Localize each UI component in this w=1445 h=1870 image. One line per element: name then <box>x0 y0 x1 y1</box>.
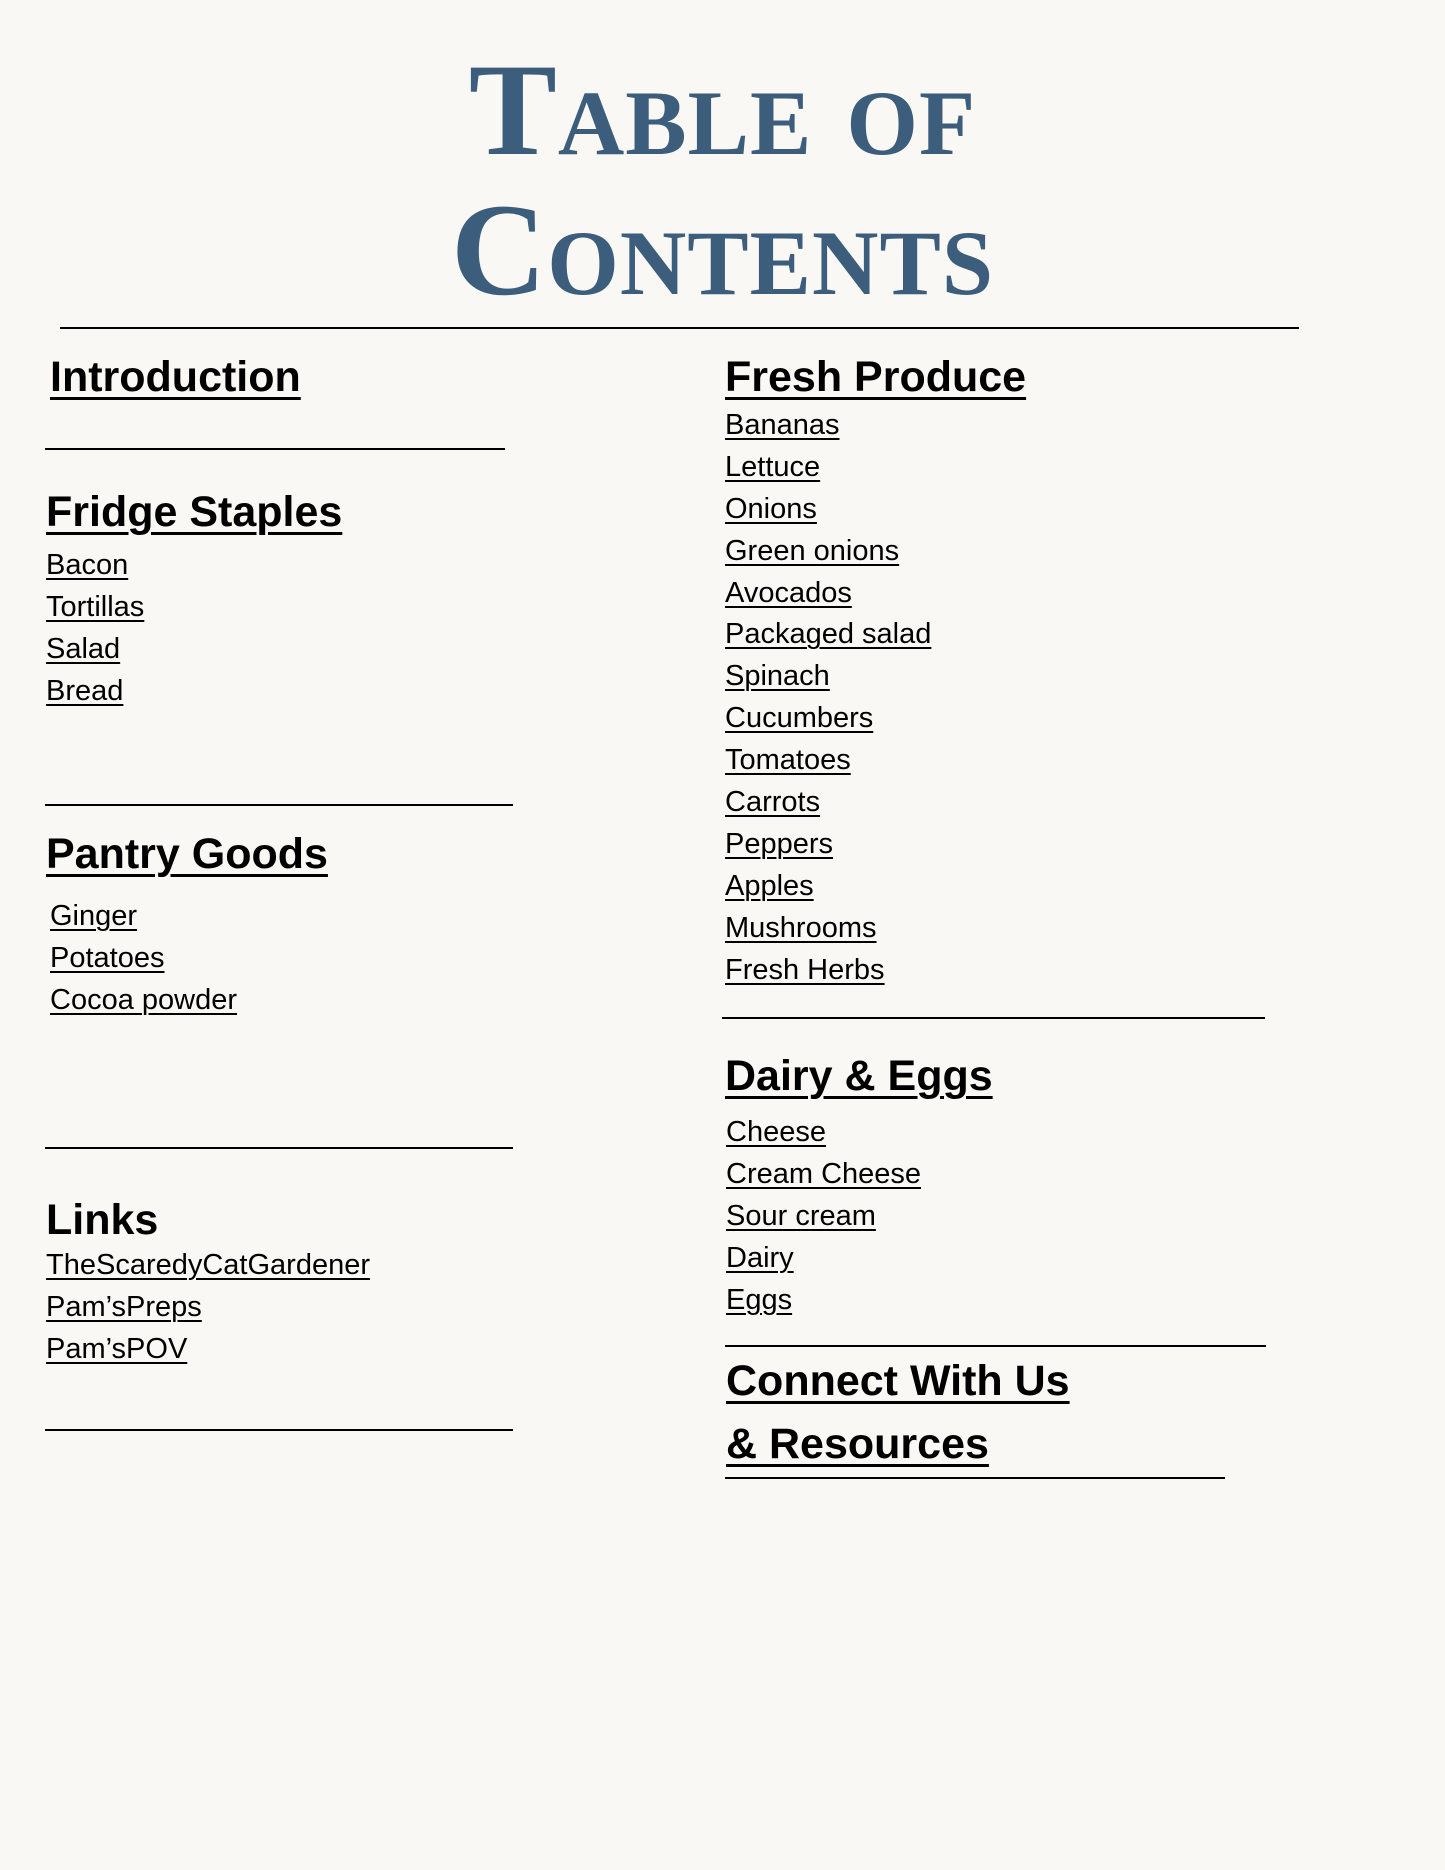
divider <box>45 1147 513 1149</box>
toc-link[interactable]: Avocados <box>725 576 852 609</box>
dairy-eggs-heading[interactable]: Dairy & Eggs <box>725 1052 993 1100</box>
divider <box>725 1345 1266 1347</box>
pantry-goods-heading[interactable]: Pantry Goods <box>46 830 328 878</box>
title-line-1: Table of <box>468 36 977 183</box>
toc-link[interactable]: Ginger <box>50 900 138 932</box>
title-divider <box>60 327 1299 329</box>
toc-link[interactable]: Potatoes <box>50 941 165 974</box>
toc-link[interactable]: Fresh Herbs <box>725 953 885 986</box>
fridge-staples-list <box>46 545 144 713</box>
toc-link[interactable]: Tortillas <box>46 590 145 623</box>
toc-link[interactable]: Bread <box>46 674 124 707</box>
toc-link[interactable]: Salad <box>46 632 121 665</box>
links-list <box>46 1245 370 1371</box>
toc-link[interactable]: Peppers <box>725 827 834 860</box>
toc-link[interactable]: Pam’sPOV <box>46 1332 188 1365</box>
toc-link[interactable]: Lettuce <box>725 450 821 483</box>
toc-link[interactable]: Sour cream <box>726 1199 876 1232</box>
title-line-2: Contents <box>450 176 995 323</box>
toc-link[interactable]: Packaged salad <box>725 618 932 651</box>
toc-link[interactable]: Apples <box>725 869 814 902</box>
toc-link[interactable]: TheScaredyCatGardener <box>46 1249 370 1281</box>
toc-link[interactable]: Mushrooms <box>725 911 877 944</box>
divider <box>45 448 505 450</box>
divider <box>722 1017 1265 1019</box>
toc-link[interactable]: Green onions <box>725 534 900 567</box>
toc-link[interactable]: Cocoa powder <box>50 983 237 1016</box>
toc-link[interactable]: Cream Cheese <box>726 1157 922 1190</box>
dairy-eggs-list <box>726 1112 921 1321</box>
toc-link[interactable]: Eggs <box>726 1283 793 1316</box>
toc-link[interactable]: Onions <box>725 492 817 525</box>
toc-link[interactable]: Dairy <box>726 1241 794 1274</box>
toc-link[interactable]: Cheese <box>726 1116 826 1148</box>
connect-heading-line-1[interactable]: Connect With Us <box>726 1357 1070 1405</box>
links-heading: Links <box>46 1196 159 1244</box>
toc-link[interactable]: Cucumbers <box>725 702 874 735</box>
toc-link[interactable]: Tomatoes <box>725 744 851 777</box>
pantry-goods-list <box>50 896 237 1022</box>
connect-heading-line-2[interactable]: & Resources <box>726 1420 989 1468</box>
divider <box>725 1477 1225 1479</box>
divider <box>45 804 513 806</box>
toc-link[interactable]: Bacon <box>46 549 129 581</box>
toc-link[interactable]: Pam’sPreps <box>46 1290 202 1323</box>
divider <box>45 1429 513 1431</box>
toc-link[interactable]: Bananas <box>725 409 840 441</box>
fresh-produce-heading[interactable]: Fresh Produce <box>725 353 1027 401</box>
fresh-produce-list <box>725 405 931 991</box>
fridge-staples-heading[interactable]: Fridge Staples <box>46 488 343 536</box>
toc-link[interactable]: Spinach <box>725 660 830 693</box>
introduction-heading[interactable]: Introduction <box>50 353 301 401</box>
toc-link[interactable]: Carrots <box>725 786 821 819</box>
